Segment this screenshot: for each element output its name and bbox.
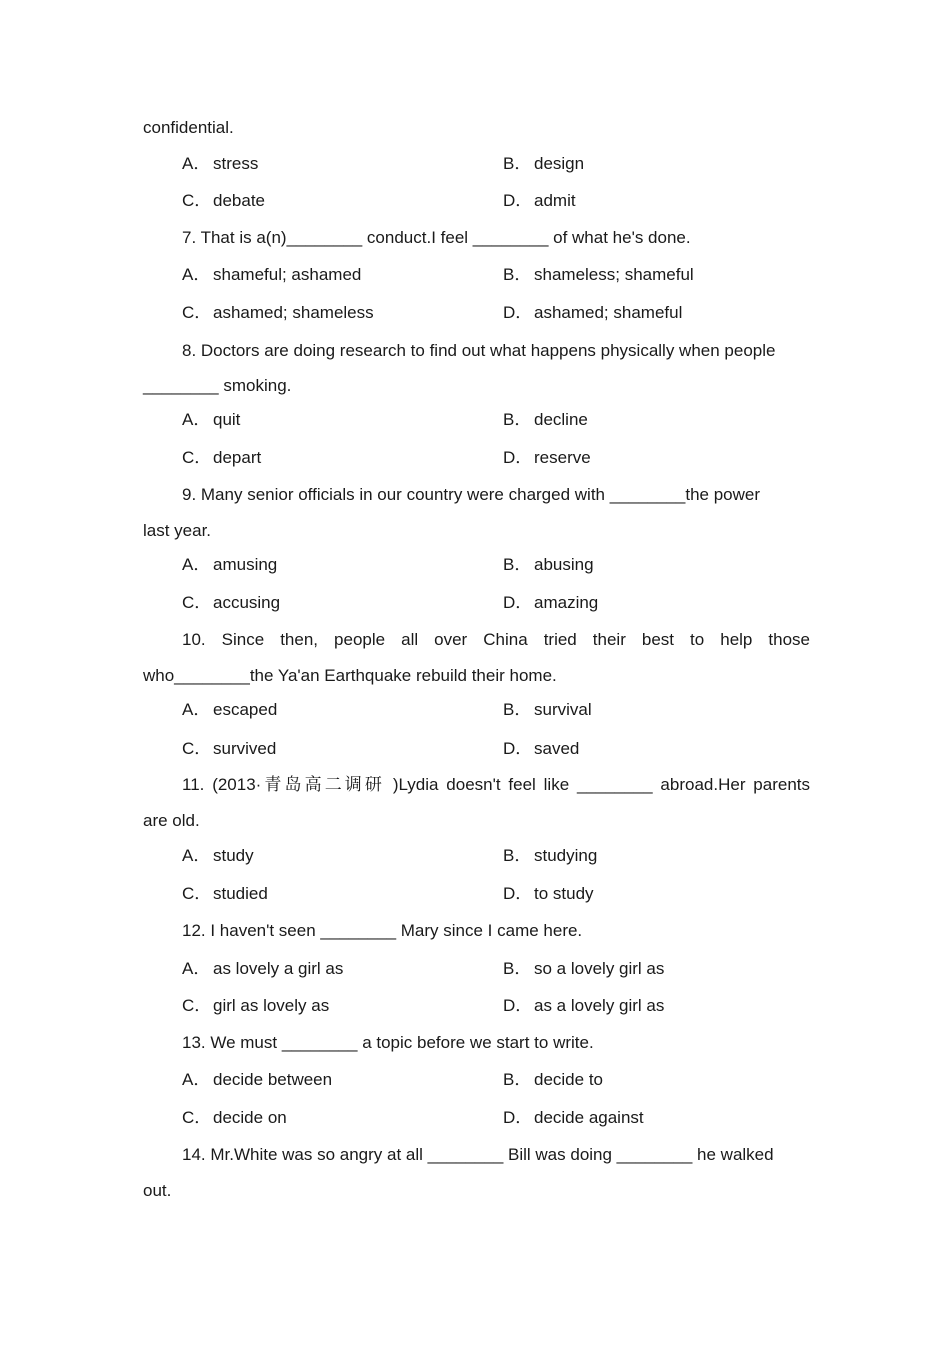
q12-option-c: C． girl as lovely as [182, 996, 330, 1015]
q10-option-d: D． saved [503, 739, 580, 758]
q8-option-c: C． depart [182, 448, 262, 467]
q9-option-d: D． amazing [503, 593, 599, 612]
question-6-continuation: confidential. [143, 118, 234, 137]
q13-option-d: D． decide against [503, 1108, 644, 1127]
question-12: 12. I haven't seen ________ Mary since I came here. [182, 921, 583, 940]
question-9-continuation: last year. [143, 521, 212, 540]
q10-option-c: C． survived [182, 739, 277, 758]
question-7: 7. That is a(n)________ conduct.I feel ________ of what he's done. [182, 228, 691, 247]
q11-option-a: A． study [182, 846, 254, 865]
q7-option-b: B． shameless; shameful [503, 265, 694, 284]
q7-option-c: C． ashamed; shameless [182, 303, 374, 322]
q7-option-a: A． shameful; ashamed [182, 265, 362, 284]
q6-option-d: D． admit [503, 191, 576, 210]
q9-option-c: C． accusing [182, 593, 281, 612]
question-14-continuation: out. [143, 1181, 172, 1200]
q6-option-a: A． stress [182, 154, 259, 173]
q12-option-a: A． as lovely a girl as [182, 959, 344, 978]
q10-option-a: A． escaped [182, 700, 278, 719]
question-8: 8. Doctors are doing research to find out what happens physically when people [182, 341, 776, 360]
q13-option-c: C． decide on [182, 1108, 287, 1127]
q8-option-b: B． decline [503, 410, 588, 429]
question-9: 9. Many senior officials in our country were charged with ________the power [182, 485, 761, 504]
q7-option-d: D． ashamed; shameful [503, 303, 683, 322]
question-13: 13. We must ________ a topic before we start to write. [182, 1033, 594, 1052]
question-11: 11. (2013·青岛高二调研 )Lydia doesn't feel like ________ abroad.Her parents [182, 775, 810, 794]
q11-option-d: D． to study [503, 884, 594, 903]
q8-option-d: D． reserve [503, 448, 591, 467]
question-14: 14. Mr.White was so angry at all ________ Bill was doing ________ he walked [182, 1145, 774, 1164]
q8-option-a: A． quit [182, 410, 241, 429]
q13-option-a: A． decide between [182, 1070, 333, 1089]
q9-option-a: A． amusing [182, 555, 278, 574]
q13-option-b: B． decide to [503, 1070, 603, 1089]
q9-option-b: B． abusing [503, 555, 594, 574]
q12-option-b: B． so a lovely girl as [503, 959, 665, 978]
q11-option-b: B． studying [503, 846, 598, 865]
q6-option-c: C． debate [182, 191, 265, 210]
q6-option-b: B． design [503, 154, 585, 173]
question-8-continuation: ________ smoking. [143, 376, 292, 395]
q12-option-d: D． as a lovely girl as [503, 996, 665, 1015]
question-10-continuation: who________the Ya'an Earthquake rebuild their home. [143, 666, 557, 685]
question-10: 10. Since then, people all over China tried their best to help those [182, 630, 810, 649]
q10-option-b: B． survival [503, 700, 592, 719]
question-11-continuation: are old. [143, 811, 200, 830]
q11-option-c: C． studied [182, 884, 268, 903]
